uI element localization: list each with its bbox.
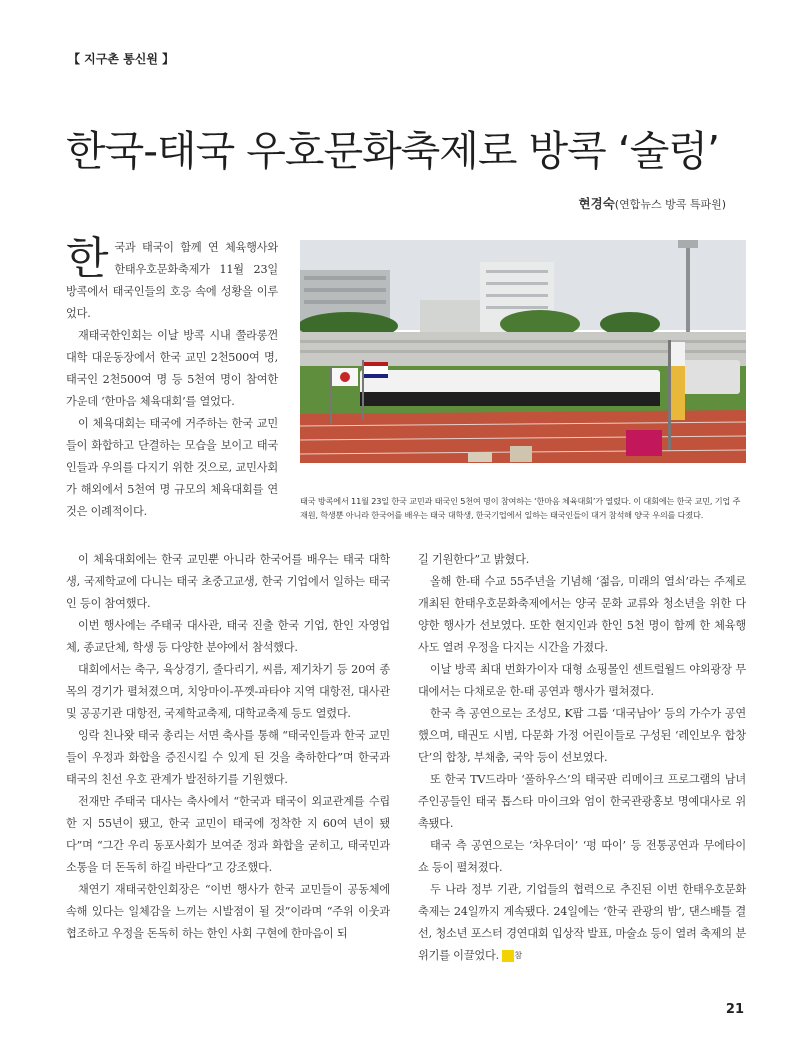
body-paragraph: 채연기 재태국한인회장은 “이번 행사가 한국 교민들이 공동체에 속해 있다는 일체감을 느끼는 시발점이 될 것”이라며 “주위 이웃과 협조하고 우정을 돈독히 하는 한인 사회 구현에 한마음이 되	[66, 883, 390, 940]
page-number: 21	[725, 1002, 744, 1017]
body-paragraph: 전재만 주태국 대사는 축사에서 “한국과 태국이 외교관계를 수립한 지 55년이 됐고, 한국 교민이 태국에 정착한 지 60여 년이 됐다”며 “그간 우리 동포사회가 보여준 정과 화합을 굳히고, 태국민과 소통을 더 돈독히 하길 바란다”고 강조했다.	[66, 795, 390, 874]
photo-caption: 태국 방콕에서 11월 23일 한국 교민과 태국인 5천여 명이 참여하는 ‘한마음 체육대회’가 열렸다. 이 대회에는 한국 교민, 기업 주재원, 학생뿐 아니라 한국어를 배우는 태국 대학생, 한국기업에서 일하는 태국인들이 대거 참석해 양국 우의를 다졌다.	[300, 496, 741, 520]
body-paragraph: 이 체육대회에는 한국 교민뿐 아니라 한국어를 배우는 태국 대학생, 국제학교에 다니는 태국 초중고교생, 한국 기업에서 일하는 태국인 등이 참여했다.	[66, 553, 390, 610]
end-mark-icon: 참	[502, 950, 514, 962]
body-paragraph: 올해 한-태 수교 55주년을 기념해 ‘젊음, 미래의 열쇠’라는 주제로 개최된 한태우호문화축제에서는 양국 문화 교류와 청소년을 위한 다양한 행사가 선보였다. 또한 현지인과 한인 5천 명이 함께 한 체육행사도 열려 우정을 다지는 시간을 가졌다.	[418, 575, 746, 654]
body-paragraph: 두 나라 정부 기관, 기업들의 협력으로 추진된 이번 한태우호문화축제는 24일까지 계속됐다. 24일에는 ‘한국 관광의 밤’, 댄스배틀 결선, 청소년 포스터 경연대회 입상작 발표, 마술쇼 등이 열려 축제의 분위기를 이끌었다. 참	[418, 883, 746, 962]
body-paragraph: 한국 측 공연으로는 조성모, K팝 그룹 ‘대국남아’ 등의 가수가 공연했으며, 태권도 시범, 다문화 가정 어린이들로 구성된 ‘레인보우 합창단’의 합창, 부채춤, 국악 등이 선보였다.	[418, 707, 746, 764]
byline	[579, 194, 726, 212]
body-paragraph: 또 한국 TV드라마 ‘풀하우스’의 태국판 리메이크 프로그램의 남녀 주인공들인 태국 톱스타 마이크와 엄이 한국관광홍보 명예대사로 위촉됐다.	[418, 773, 746, 830]
body-paragraph: 재태국한인회는 이날 방콕 시내 쭐라롱껀대학 대운동장에서 한국 교민 2천500여 명, 태국인 2천500여 명 등 5천여 명이 참여한 가운데 ‘한마음 체육대회’를 열었다.	[66, 329, 278, 408]
article-column-right	[418, 549, 746, 967]
body-paragraph: 태국 측 공연으로는 ‘차우더이’ ‘펑 따이’ 등 전통공연과 무에타이 쇼 등이 펼쳐졌다.	[418, 839, 746, 874]
body-paragraph: 대회에서는 축구, 육상경기, 줄다리기, 씨름, 제기차기 등 20여 종목의 경기가 펼쳐졌으며, 치앙마이-푸껫-파타야 지역 대항전, 대사관 및 공공기관 대항전, 국제학교축제, 대학교축제 등도 열렸다.	[66, 663, 390, 720]
byline-author: 현경숙	[578, 196, 615, 211]
body-paragraph: 이번 행사에는 주태국 대사관, 태국 진출 한국 기업, 한인 자영업체, 종교단체, 학생 등 다양한 분야에서 참석했다.	[66, 619, 390, 654]
event-photo	[300, 240, 746, 463]
body-paragraph: 잉락 친나왓 태국 총리는 서면 축사를 통해 “태국인들과 한국 교민들이 우정과 화합을 증진시킬 수 있게 된 것을 축하한다”며 한국과 태국의 친선 우호 관계가 발전하기를 기원했다.	[66, 729, 390, 786]
intro-paragraph: 한국과 태국이 함께 연 체육행사와 한태우호문화축제가 11월 23일 방콕에서 태국인들의 호응 속에 성황을 이루었다.	[66, 233, 278, 320]
byline-affiliation: (연합뉴스 방콕 특파원)	[614, 198, 726, 211]
body-paragraph: 이날 방콕 최대 번화가이자 대형 쇼핑몰인 센트럴월드 야외광장 무대에서는 다채로운 한-태 공연과 행사가 펼쳐졌다.	[418, 663, 746, 698]
body-paragraph: 길 기원한다”고 밝혔다.	[418, 553, 530, 566]
dropcap: 한	[66, 233, 109, 284]
article-column-left	[66, 549, 390, 945]
article-column-intro	[66, 233, 278, 523]
stadium-ceremony-photo	[300, 240, 746, 463]
section-tag: 【 지구촌 통신원 】	[68, 52, 175, 66]
body-paragraph: 이 체육대회는 태국에 거주하는 한국 교민들이 화합하고 단결하는 모습을 보이고 태국인들과 우의를 다지기 위한 것으로, 교민사회가 해외에서 5천여 명 규모의 체육대회를 연 것은 이례적이다.	[66, 417, 278, 518]
article-headline: 한국-태국 우호문화축제로 방콕 ‘술렁’	[66, 127, 720, 175]
